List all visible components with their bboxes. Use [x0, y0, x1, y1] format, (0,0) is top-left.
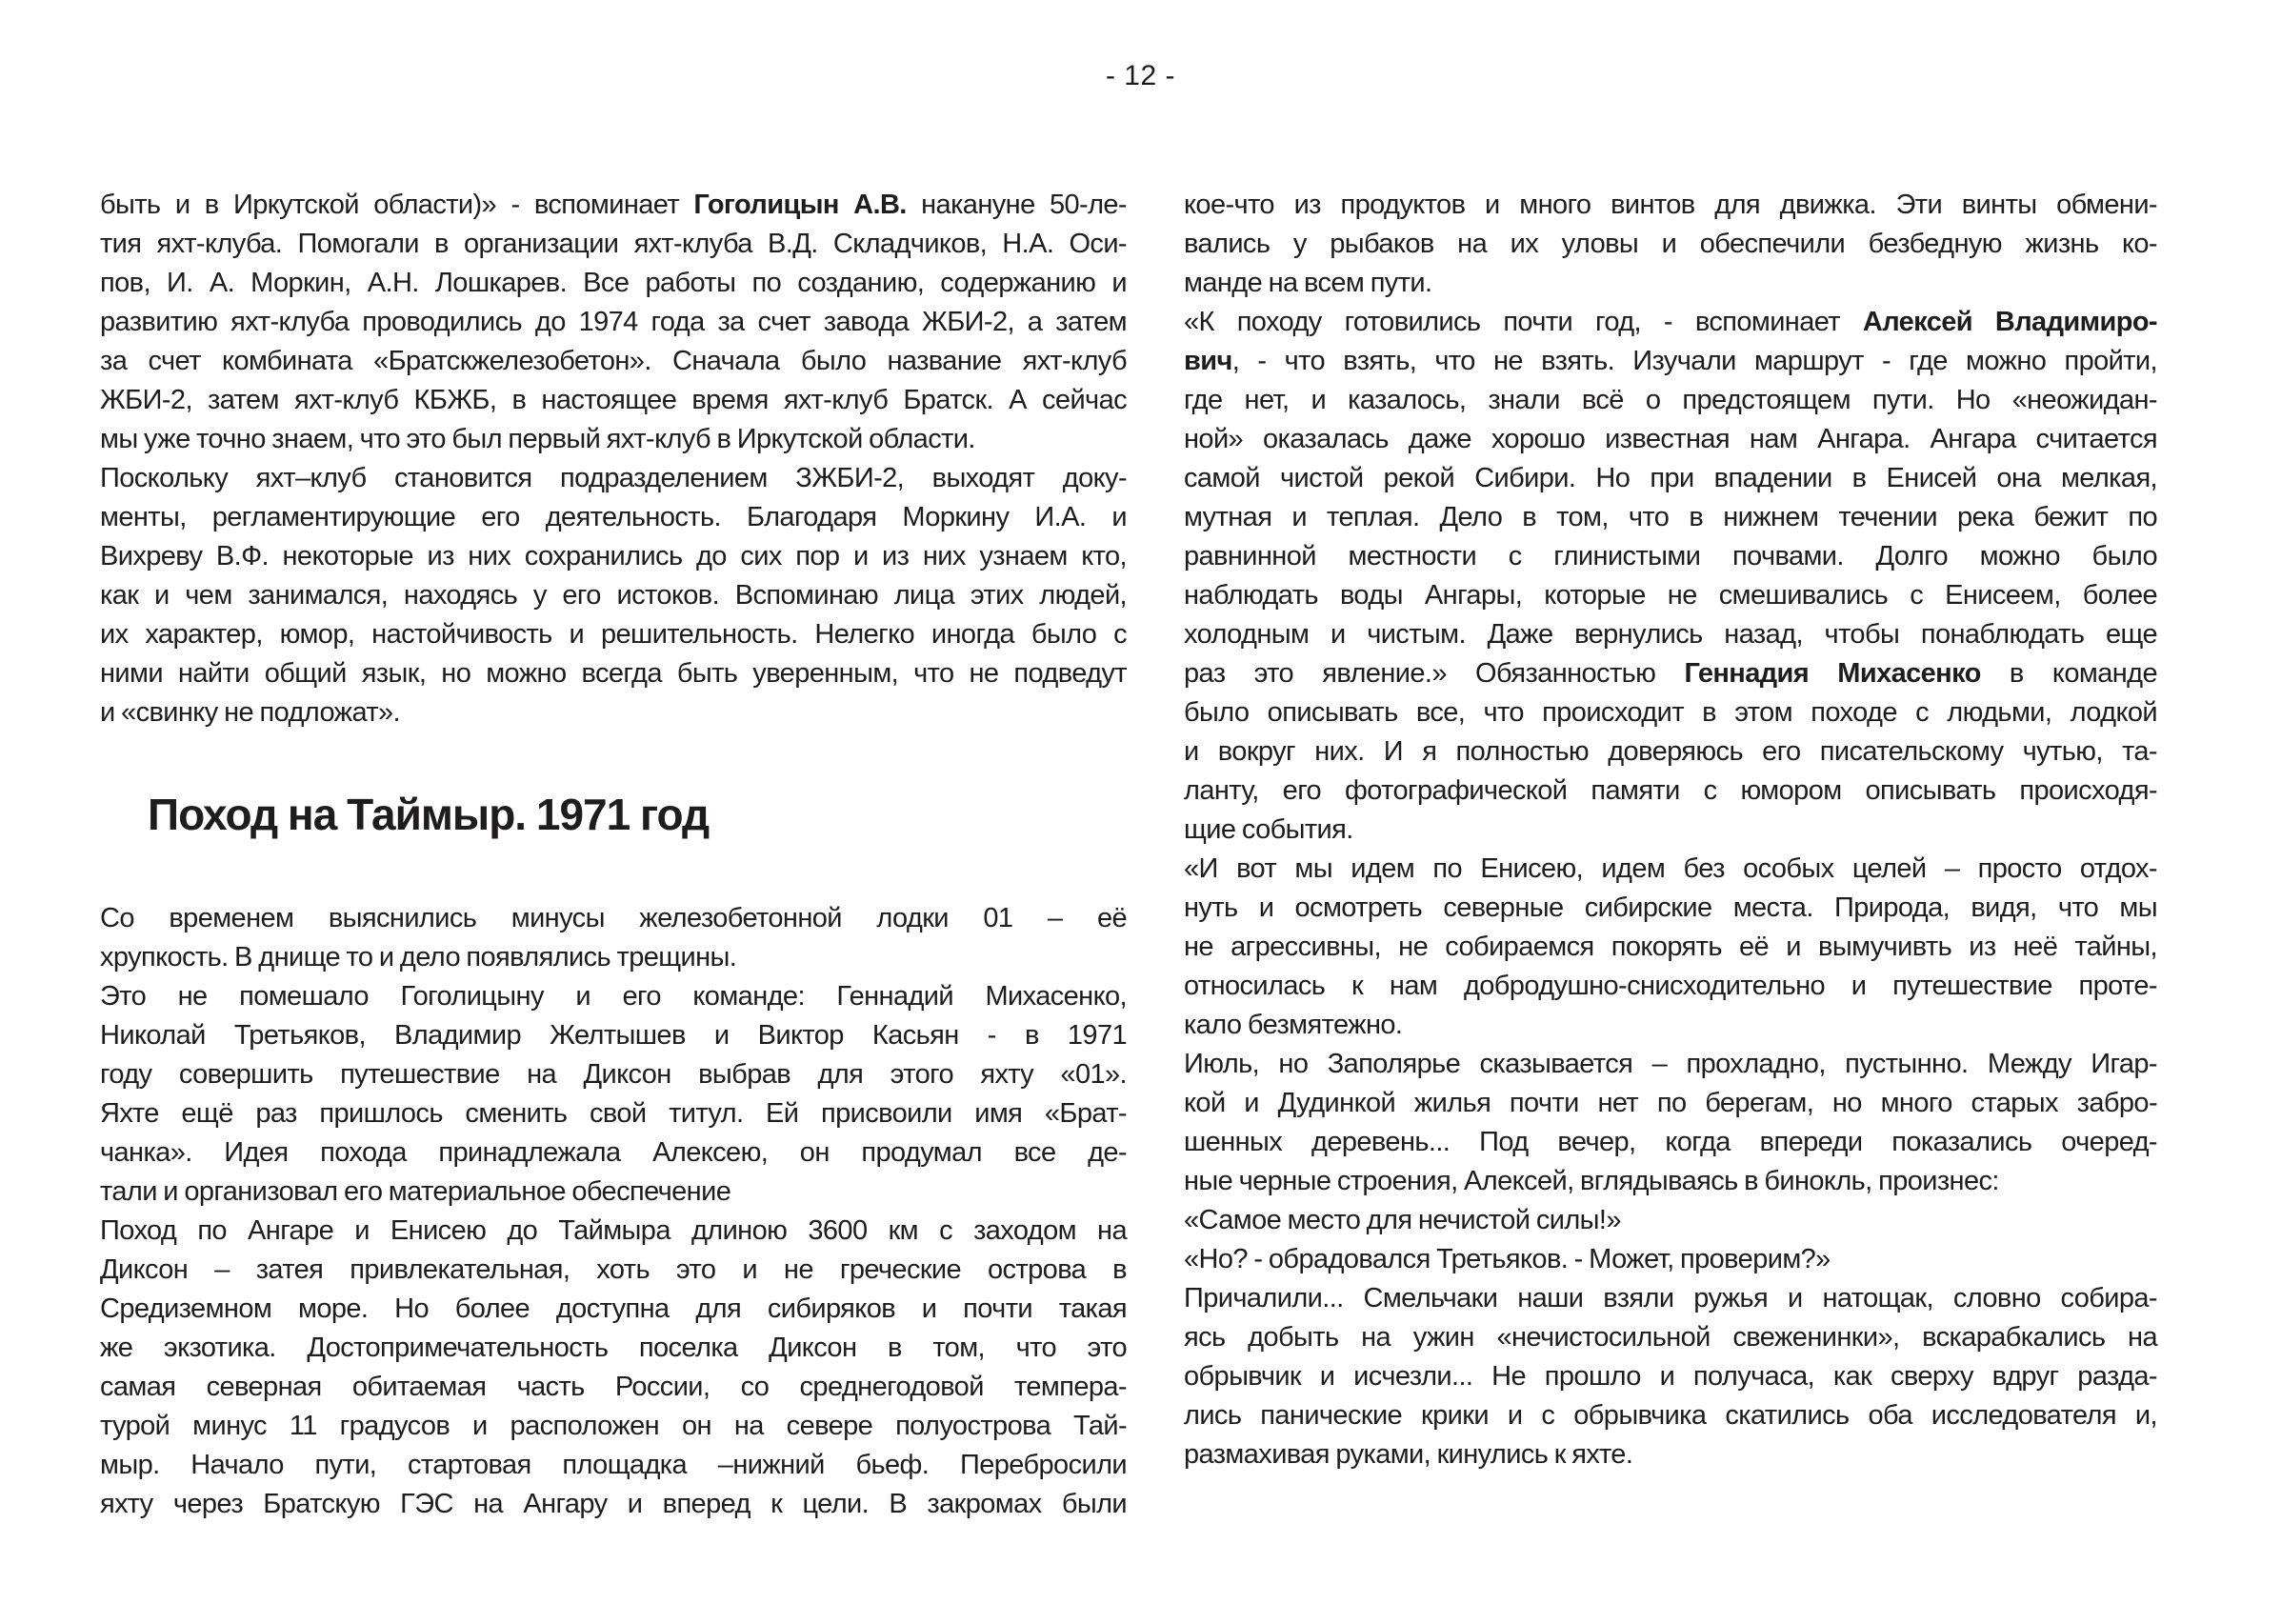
text-segment: ной» оказалась даже хорошо известная нам Ангара. Ангара считается: [1184, 424, 2157, 454]
text-segment: ясь добыть на ужин «нечистосильной свеженинки», вскарабкались на: [1184, 1322, 2157, 1353]
text-line: [1184, 1045, 2157, 1084]
text-line: [1184, 732, 2157, 772]
bold-text-segment: Гоголицын А.В.: [693, 190, 907, 220]
text-segment: не агрессивны, не собираемся покорять её и вымучивть из неё тайны,: [1184, 932, 2157, 962]
text-line: [1184, 186, 2157, 225]
right-column: [1184, 186, 2157, 1474]
text-segment: , - что взять, что не взять. Изучали маршрут - где можно пройти,: [1231, 346, 2157, 376]
text-segment: турой минус 11 градусов и расположен он на севере полуострова Тай-: [100, 1411, 1127, 1441]
page-number: - 12 -: [1105, 60, 1176, 91]
text-segment: накануне 50-ле-: [906, 190, 1127, 220]
text-line: [100, 459, 1127, 498]
text-segment: ные черные строения, Алексей, вглядываясь в бинокль, произнес:: [1184, 1166, 1999, 1196]
text-segment: яхту через Братскую ГЭС на Ангару и вперед к цели. В закромах были: [100, 1489, 1127, 1519]
text-line: [1184, 1201, 2157, 1240]
text-line: [1184, 1084, 2157, 1123]
text-line: [1184, 889, 2157, 928]
text-segment: Поход по Ангаре и Енисею до Таймыра длиною 3600 км с заходом на: [100, 1215, 1127, 1246]
text-line: [1184, 928, 2157, 967]
text-line: [100, 654, 1127, 693]
text-segment: манде на всем пути.: [1184, 268, 1432, 298]
text-segment: «К походу готовились почти год, - вспоминает: [1184, 307, 1863, 337]
text-line: [1184, 1162, 2157, 1201]
text-line: [1184, 342, 2157, 381]
text-line: [1184, 967, 2157, 1006]
text-line: [1184, 264, 2157, 303]
text-line: [100, 938, 1127, 977]
text-line: [100, 1055, 1127, 1094]
text-line: [100, 576, 1127, 615]
text-segment: нуть и осмотреть северные сибирские места. Природа, видя, что мы: [1184, 892, 2157, 923]
text-segment: их характер, юмор, настойчивость и решительность. Нелегко иногда было с: [100, 619, 1127, 650]
section-heading: Поход на Таймыр. 1971 год: [148, 790, 710, 839]
text-segment: ланту, его фотографической памяти с юмором описывать происходя-: [1184, 775, 2157, 806]
text-line: [1184, 420, 2157, 459]
text-segment: шенных деревень... Под вечер, когда впереди показались очеред-: [1184, 1127, 2157, 1157]
text-line: [100, 225, 1127, 264]
text-line: [1184, 1396, 2157, 1435]
text-line: [1184, 654, 2157, 693]
text-line: [1184, 1435, 2157, 1474]
text-line: [100, 1407, 1127, 1446]
text-line: [100, 264, 1127, 303]
text-line: [100, 1212, 1127, 1251]
text-line: [1184, 850, 2157, 889]
text-line: [1184, 1240, 2157, 1279]
text-segment: самая северная обитаемая часть России, со среднегодовой темпера-: [100, 1372, 1127, 1402]
text-line: [100, 1290, 1127, 1329]
text-line: [100, 303, 1127, 342]
text-line: [100, 498, 1127, 537]
text-segment: Вихреву В.Ф. некоторые из них сохранились до сих пор и из них узнаем кто,: [100, 541, 1127, 571]
text-line: [1184, 1318, 2157, 1357]
text-line: [100, 1329, 1127, 1368]
text-segment: относилась к нам добродушно-снисходительно и путешествие проте-: [1184, 971, 2157, 1001]
text-line: [100, 381, 1127, 420]
text-line: [100, 977, 1127, 1016]
text-line: [1184, 1006, 2157, 1045]
text-line: [1184, 498, 2157, 537]
text-segment: пов, И. А. Моркин, А.Н. Лошкарев. Все работы по созданию, содержанию и: [100, 268, 1127, 298]
text-segment: обрывчик и исчезли... Не прошло и получаса, как сверху вдруг разда-: [1184, 1361, 2157, 1392]
text-line: [100, 186, 1127, 225]
text-line: [1184, 772, 2157, 811]
text-segment: менты, регламентирующие его деятельность. Благодаря Моркину И.А. и: [100, 502, 1127, 532]
text-segment: быть и в Иркутской области)» - вспоминает: [100, 190, 694, 220]
text-segment: чанка». Идея похода принадлежала Алексею, он продумал все де-: [100, 1137, 1127, 1168]
text-line: [100, 615, 1127, 654]
text-line: [100, 1368, 1127, 1407]
bold-text-segment: Геннадия Михасенко: [1684, 658, 1981, 689]
text-segment: лись панические крики и с обрывчика скатились оба исследователя и,: [1184, 1400, 2157, 1431]
text-segment: же экзотика. Достопримечательность поселка Диксон в том, что это: [100, 1333, 1127, 1363]
text-segment: Причалили... Смельчаки наши взяли ружья и натощак, словно собира-: [1184, 1283, 2157, 1313]
text-segment: ними найти общий язык, но можно всегда быть уверенным, что не подведут: [100, 658, 1127, 689]
text-segment: Средиземном море. Но более доступна для сибиряков и почти такая: [100, 1293, 1127, 1324]
text-line: [100, 899, 1127, 938]
text-segment: как и чем занимался, находясь у его истоков. Вспоминаю лица этих людей,: [100, 580, 1127, 611]
text-segment: в команде: [1980, 658, 2157, 689]
text-segment: Поскольку яхт–клуб становится подразделением ЗЖБИ-2, выходят доку-: [100, 463, 1127, 493]
text-line: [1184, 1123, 2157, 1162]
text-segment: «И вот мы идем по Енисею, идем без особых целей – просто отдох-: [1184, 853, 2157, 884]
text-segment: где нет, и казалось, знали всё о предстоящем пути. Но «неожидан-: [1184, 385, 2157, 415]
text-line: [100, 693, 1127, 732]
text-segment: ЖБИ-2, затем яхт-клуб КБЖБ, в настоящее время яхт-клуб Братск. А сейчас: [100, 385, 1127, 415]
text-segment: и «свинку не подложат».: [100, 697, 401, 728]
text-segment: Это не помешало Гоголицыну и его команде: Геннадий Михасенко,: [100, 981, 1127, 1012]
text-segment: и вокруг них. И я полностью доверяюсь его писательскому чутью, та-: [1184, 736, 2157, 767]
text-line: [100, 342, 1127, 381]
text-segment: за счет комбината «Братскжелезобетон». Сначала было название яхт-клуб: [100, 346, 1127, 376]
text-segment: Со временем выяснились минусы железобетонной лодки 01 – её: [100, 903, 1127, 933]
text-segment: году совершить путешествие на Диксон выбрав для этого яхту «01».: [100, 1059, 1127, 1090]
text-segment: щие события.: [1184, 814, 1353, 845]
text-line: [1184, 303, 2157, 342]
text-line: [1184, 615, 2157, 654]
text-line: [100, 537, 1127, 576]
text-line: [1184, 1357, 2157, 1396]
text-line: [100, 1251, 1127, 1290]
text-line: [100, 1485, 1127, 1524]
text-segment: равнинной местности с глинистыми почвами. Долго можно было: [1184, 541, 2157, 571]
text-segment: самой чистой рекой Сибири. Но при впадении в Енисей она мелкая,: [1184, 463, 2157, 493]
text-line: [100, 420, 1127, 459]
text-segment: кой и Дудинкой жилья почти нет по берегам, но много старых забро-: [1184, 1088, 2157, 1118]
text-line: [1184, 225, 2157, 264]
text-segment: наблюдать воды Ангары, которые не смешивались с Енисеем, более: [1184, 580, 2157, 611]
text-line: [1184, 693, 2157, 732]
bold-text-segment: вич: [1184, 346, 1232, 376]
text-segment: Яхте ещё раз пришлось сменить свой титул. Ей присвоили имя «Брат-: [100, 1098, 1127, 1129]
text-segment: Июль, но Заполярье сказывается – прохладно, пустынно. Между Игар-: [1184, 1049, 2157, 1079]
text-line: [1184, 811, 2157, 850]
text-line: [100, 1016, 1127, 1055]
text-segment: тия яхт-клуба. Помогали в организации яхт-клуба В.Д. Складчиков, Н.А. Оси-: [100, 229, 1127, 259]
text-segment: вались у рыбаков на их уловы и обеспечили безбедную жизнь ко-: [1184, 229, 2157, 259]
text-line: [100, 1133, 1127, 1173]
text-line: [100, 1173, 1127, 1212]
text-segment: размахивая руками, кинулись к яхте.: [1184, 1439, 1633, 1470]
text-line: [1184, 1279, 2157, 1318]
text-segment: мыр. Начало пути, стартовая площадка –нижний бьеф. Перебросили: [100, 1450, 1127, 1480]
text-line: [1184, 381, 2157, 420]
bold-text-segment: Алексей Владимиро-: [1862, 307, 2157, 337]
text-line: [1184, 576, 2157, 615]
text-segment: хрупкость. В днище то и дело появлялись трещины.: [100, 942, 737, 972]
text-segment: раз это явление.» Обязанностью: [1184, 658, 1685, 689]
text-line: [1184, 459, 2157, 498]
text-segment: было описывать все, что происходит в этом походе с людьми, лодкой: [1184, 697, 2157, 728]
text-line: [100, 1446, 1127, 1485]
text-segment: кало безмятежно.: [1184, 1010, 1403, 1040]
text-segment: Николай Третьяков, Владимир Желтышев и Виктор Касьян - в 1971: [100, 1020, 1127, 1051]
text-line: [100, 1094, 1127, 1133]
text-segment: холодным и чистым. Даже вернулись назад, чтобы понаблюдать еще: [1184, 619, 2157, 650]
text-segment: кое-что из продуктов и много винтов для движка. Эти винты обмени-: [1184, 190, 2157, 220]
text-segment: «Но? - обрадовался Третьяков. - Может, проверим?»: [1184, 1244, 1831, 1274]
text-segment: тали и организовал его материальное обеспечение: [100, 1176, 731, 1207]
text-segment: развитию яхт-клуба проводились до 1974 года за счет завода ЖБИ-2, а затем: [100, 307, 1127, 337]
left-column: [100, 186, 1127, 1524]
text-line: [1184, 537, 2157, 576]
text-segment: «Самое место для нечистой силы!»: [1184, 1205, 1621, 1235]
text-segment: мы уже точно знаем, что это был первый яхт-клуб в Иркутской области.: [100, 424, 975, 454]
text-segment: Диксон – затея привлекательная, хоть это и не греческие острова в: [100, 1254, 1127, 1285]
text-segment: мутная и теплая. Дело в том, что в нижнем течении река бежит по: [1184, 502, 2157, 532]
